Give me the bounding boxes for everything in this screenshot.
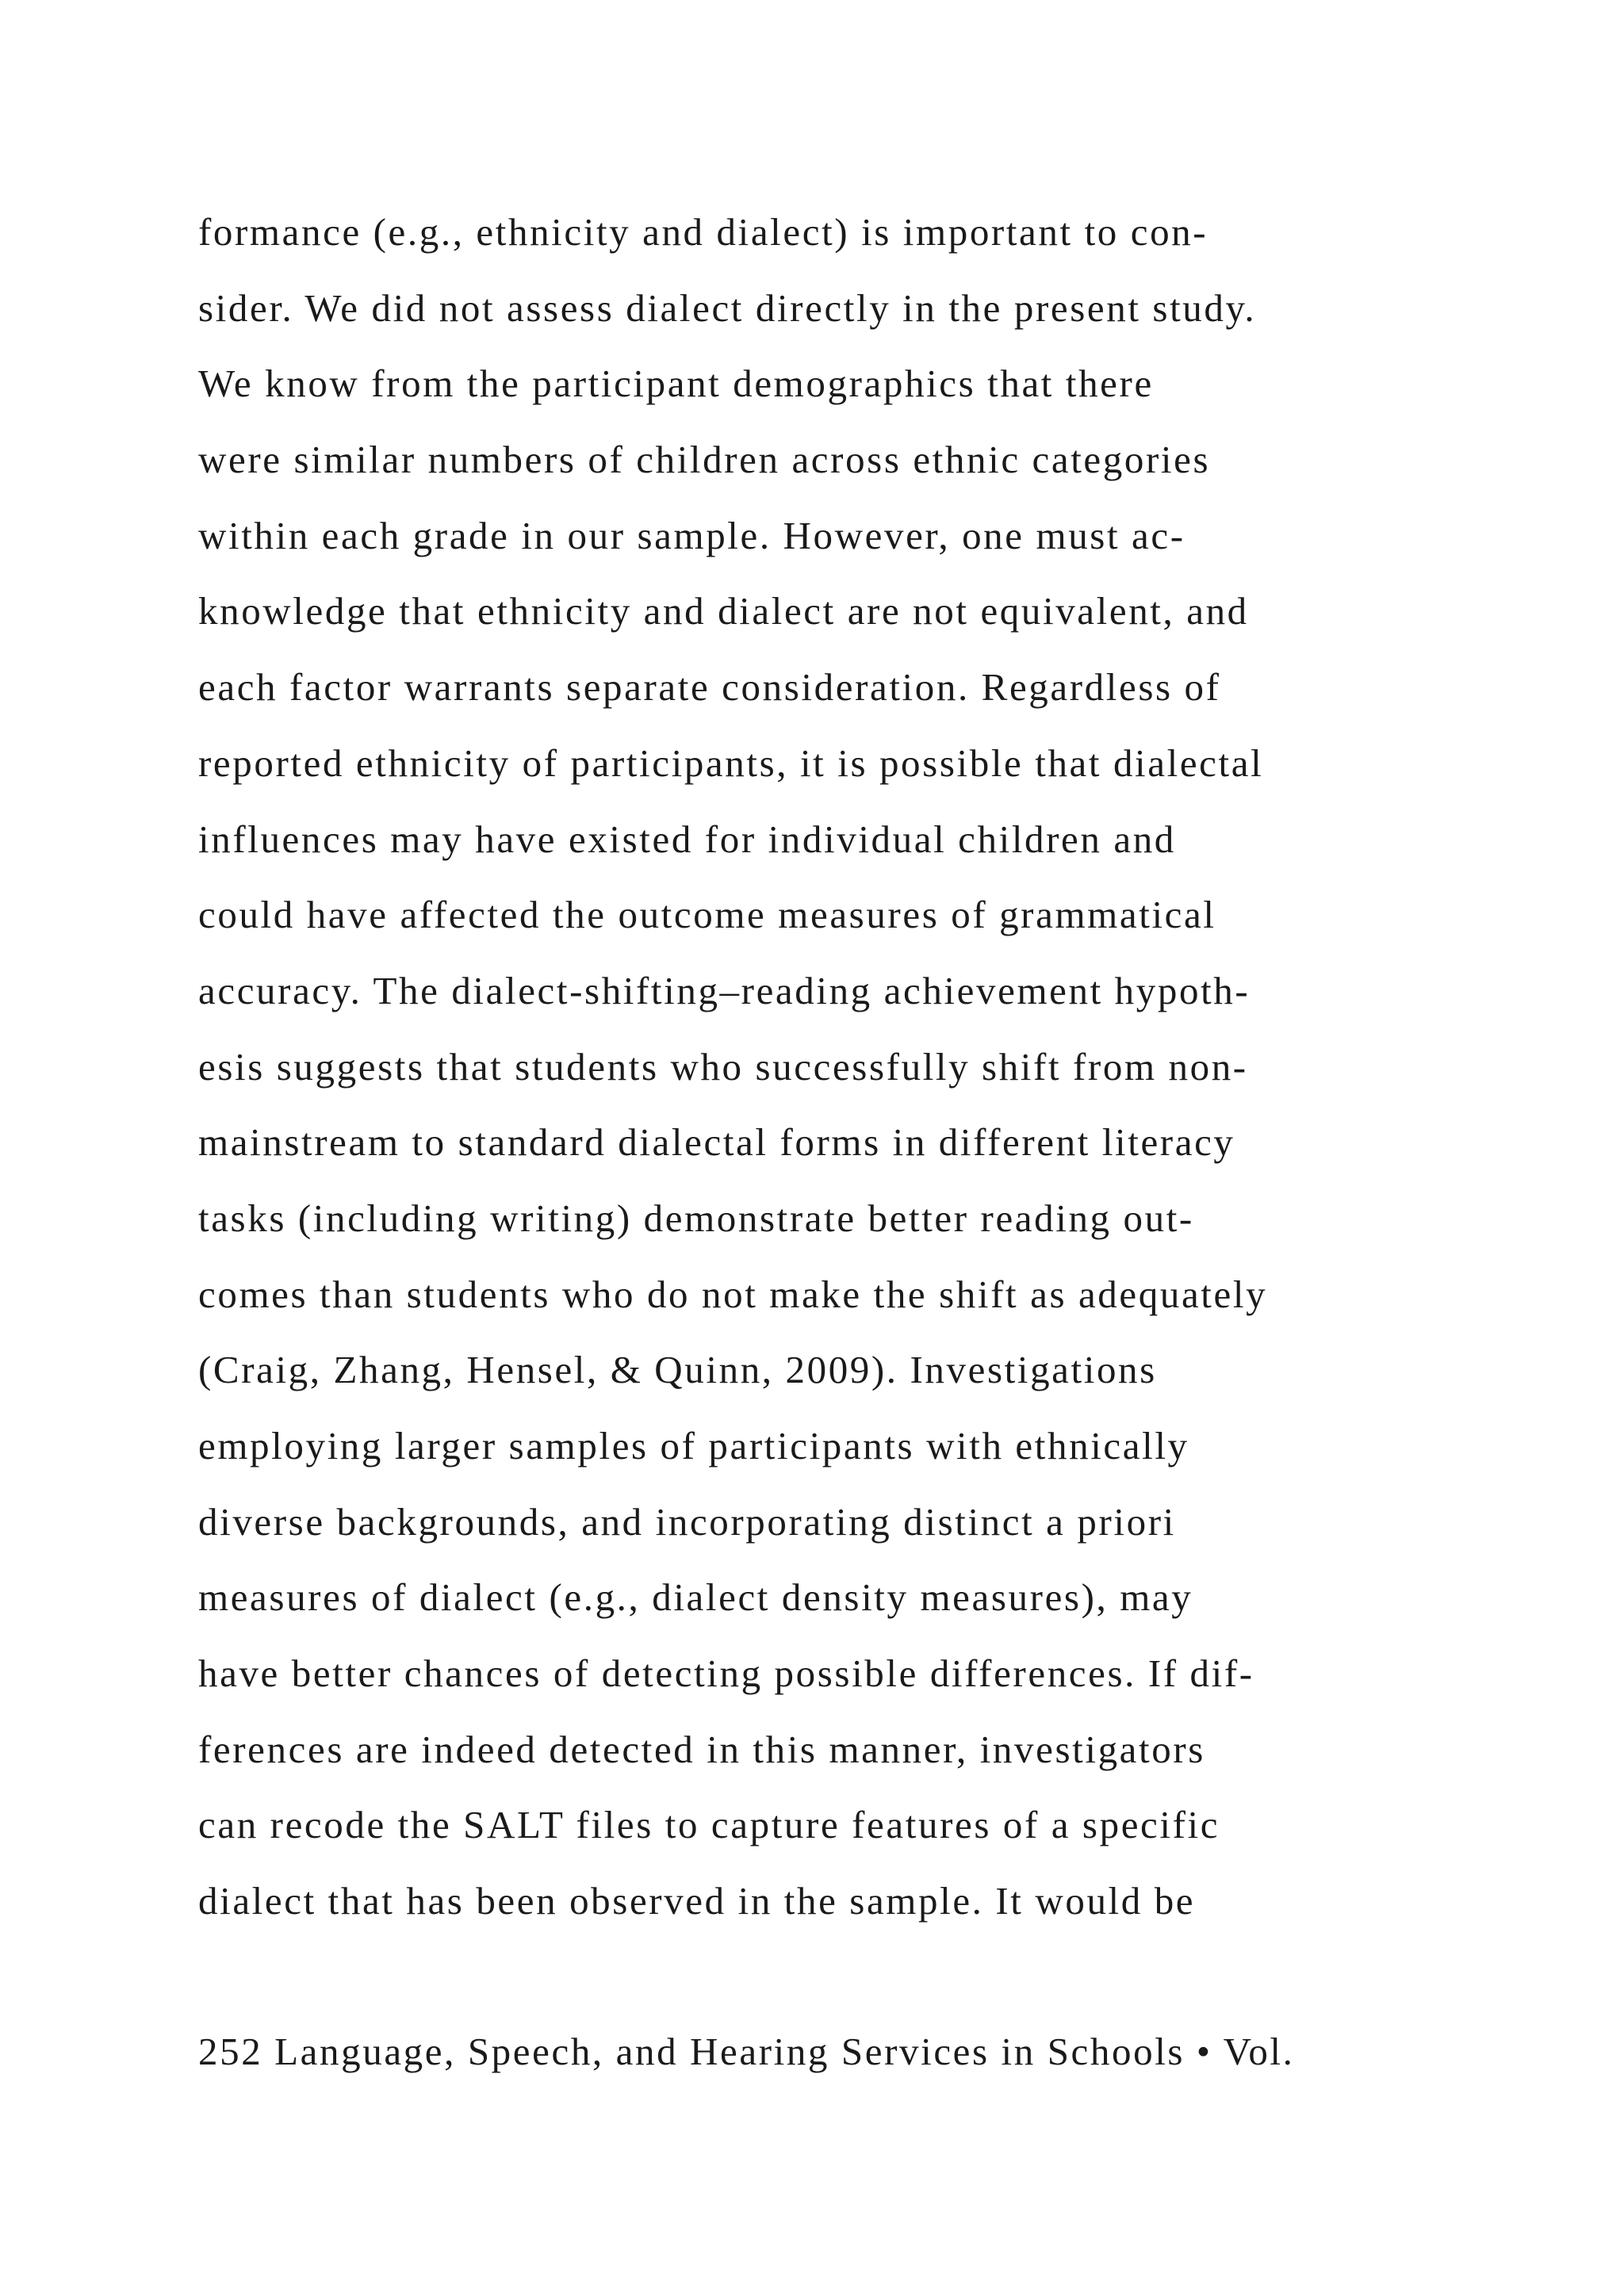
body-line: tasks (including writing) demonstrate better reading out- [198, 1196, 1194, 1240]
body-line: measures of dialect (e.g., dialect density measures), may [198, 1575, 1193, 1620]
body-line: accuracy. The dialect-shifting–reading achievement hypoth- [198, 968, 1251, 1012]
page-footer: 252 Language, Speech, and Hearing Services in Schools • Vol. [198, 2030, 1295, 2073]
body-line: influences may have existed for individual children and [198, 817, 1176, 861]
body-text [198, 194, 1435, 1939]
body-line: formance (e.g., ethnicity and dialect) is important to con- [198, 210, 1208, 254]
body-line: diverse backgrounds, and incorporating distinct a priori [198, 1499, 1176, 1544]
body-line: employing larger samples of participants with ethnically [198, 1424, 1189, 1468]
body-line: comes than students who do not make the shift as adequately [198, 1272, 1268, 1316]
body-line: knowledge that ethnicity and dialect are not equivalent, and [198, 589, 1249, 633]
body-line: We know from the participant demographics that there [198, 362, 1154, 406]
body-line: have better chances of detecting possible differences. If dif- [198, 1651, 1254, 1696]
body-line: reported ethnicity of participants, it is possible that dialectal [198, 740, 1264, 785]
body-line: were similar numbers of children across ethnic categories [198, 438, 1211, 482]
body-line: could have affected the outcome measures of grammatical [198, 893, 1216, 937]
body-line: each factor warrants separate consideration. Regardless of [198, 665, 1221, 710]
body-line: sider. We did not assess dialect directly in the present study. [198, 285, 1257, 330]
body-line: within each grade in our sample. However, one must ac- [198, 513, 1185, 557]
body-line: ferences are indeed detected in this manner, investigators [198, 1727, 1205, 1771]
body-line: dialect that has been observed in the sample. It would be [198, 1879, 1196, 1923]
body-line: mainstream to standard dialectal forms in different literacy [198, 1120, 1235, 1165]
body-line: esis suggests that students who successfully shift from non- [198, 1044, 1248, 1089]
body-line: (Craig, Zhang, Hensel, & Quinn, 2009). Investigations [198, 1348, 1157, 1392]
body-line: can recode the SALT files to capture features of a specific [198, 1803, 1220, 1847]
